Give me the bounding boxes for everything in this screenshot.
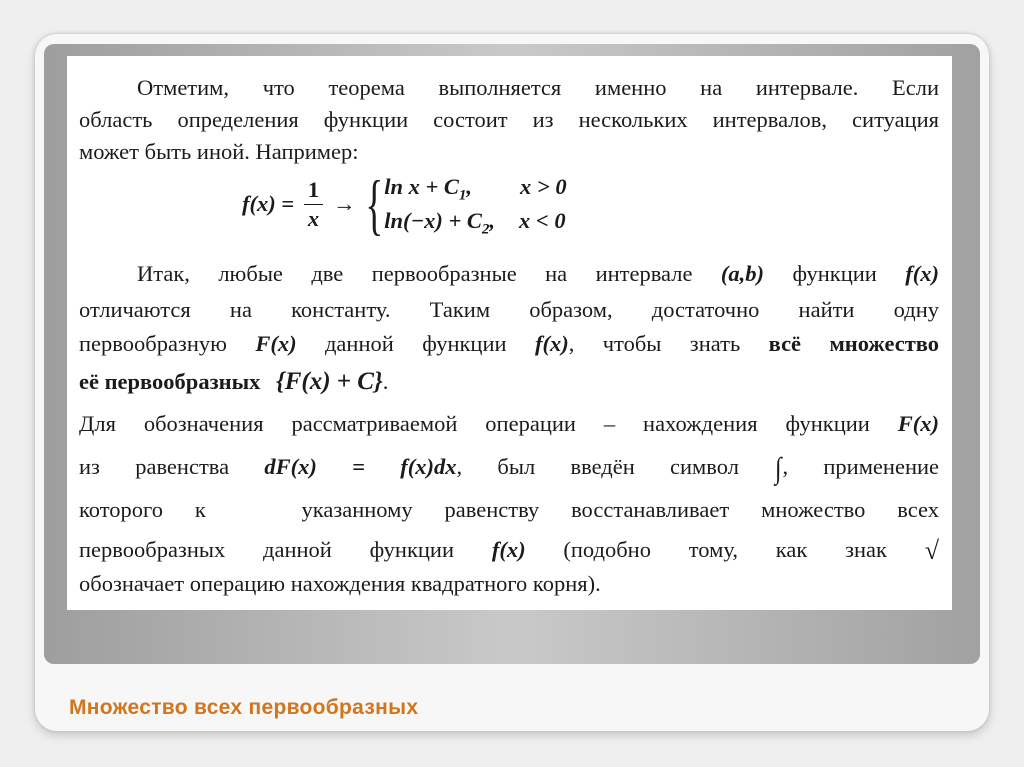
paragraph-2-line-3: [79, 328, 939, 360]
formula-lhs: f(x): [242, 191, 276, 216]
p3-Fx: F(x): [897, 411, 939, 436]
integral-icon: ∫: [775, 452, 782, 485]
fraction-denominator: x: [307, 205, 320, 231]
p2-line2-text: отличаются на константу. Таким образом, достаточно найти одну: [79, 297, 939, 322]
case1-sub: 1: [458, 187, 467, 204]
p2-word-function: функции: [792, 261, 877, 286]
p2-bold-whole-set: всё множество: [768, 331, 939, 356]
formula-cases: [384, 170, 566, 238]
p3-line4b: (подобно тому, как знак: [563, 537, 887, 562]
paragraph-2-line-2: [79, 294, 939, 326]
case1-expr: ln x + C: [384, 174, 459, 199]
formula-eq: =: [275, 191, 300, 216]
p3-line3-text: которого к указанному равенству восстанавливает множество всех: [79, 497, 939, 522]
p3-line2a: из равенства: [79, 454, 230, 479]
arrow-icon: →: [333, 191, 356, 216]
p3-line1-text: Для обозначения рассматриваемой операции – нахождения функции: [79, 411, 870, 436]
case-2: $\ln(-x) + C_2$, x < 0: [384, 204, 566, 238]
piecewise-formula: [242, 166, 567, 242]
slide-title: Множество всех первообразных: [69, 696, 419, 719]
p2-line1-text: Итак, любые две первообразные на интервале: [137, 261, 693, 286]
p3-line4a: первообразных данной функции: [79, 537, 455, 562]
p3-line2b: , был введён символ: [456, 454, 739, 479]
case-1: $\ln x + C_1$, x > 0: [384, 170, 566, 204]
paragraph-1-line-1: [79, 72, 939, 104]
interval-ab: (a,b): [720, 261, 765, 286]
formula-fraction: [304, 176, 323, 233]
p2-fx2: f(x): [534, 331, 569, 356]
case2-sub: 2: [481, 221, 490, 238]
case2-expr: ln(−x) + C: [384, 208, 482, 233]
p2-line3a: первообразную: [79, 331, 227, 356]
p2-line3c: , чтобы знать: [568, 331, 741, 356]
p3-line5-text: обозначает операцию нахождения квадратного корня).: [79, 571, 601, 596]
paragraph-3-line-4: [79, 534, 939, 567]
paragraph-3-line-2: [79, 451, 939, 485]
paragraph-3-line-3: [79, 494, 939, 526]
paragraph-1-line-3: [79, 136, 939, 168]
p3-fx: f(x): [491, 537, 526, 562]
p2-fx: f(x): [905, 261, 939, 286]
p2-bold-its-antiderivatives: её первообразных: [79, 369, 261, 394]
paragraph-2-line-1: [79, 258, 939, 290]
p2-Fx: F(x): [255, 331, 297, 356]
p1-line3-text: может быть иной. Например:: [79, 139, 359, 164]
fraction-numerator: 1: [304, 176, 323, 205]
text-image: [67, 56, 952, 610]
p3-line2c: , применение: [782, 454, 940, 479]
paragraph-3-line-5: [79, 568, 939, 600]
p1-line2-text: область определения функции состоит из нескольких интервалов, ситуация: [79, 107, 939, 132]
p1-line1-text: Отметим, что теорема выполняется именно на интервале. Если: [137, 75, 939, 100]
p2-dot: .: [382, 369, 389, 394]
paragraph-2-line-4: [79, 366, 939, 398]
case1-cond: x > 0: [520, 174, 567, 199]
brace-icon: {: [364, 166, 383, 242]
p3-equation: dF(x) = f(x)dx: [264, 454, 457, 479]
p2-set: {F(x) + C}: [276, 368, 383, 395]
case2-cond: x < 0: [519, 208, 566, 233]
p2-line3b: данной функции: [324, 331, 507, 356]
sqrt-icon: √: [924, 536, 940, 565]
paragraph-1-line-2: [79, 104, 939, 136]
paragraph-3-line-1: [79, 408, 939, 440]
